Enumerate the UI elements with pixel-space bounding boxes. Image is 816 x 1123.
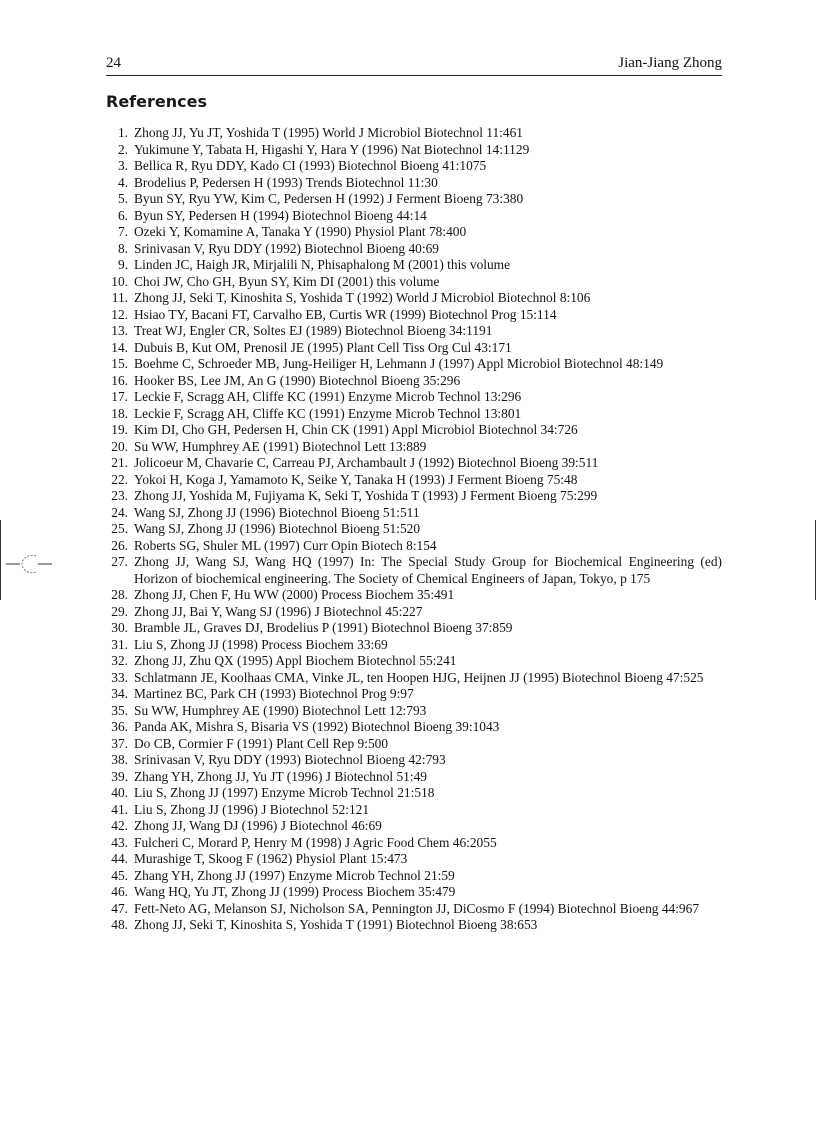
reference-text: Martinez BC, Park CH (1993) Biotechnol Prog 9:97 xyxy=(134,686,414,701)
reference-number: 37. xyxy=(111,735,128,751)
reference-item xyxy=(106,208,722,225)
reference-item xyxy=(106,587,722,604)
reference-item xyxy=(106,191,722,208)
reference-number: 1. xyxy=(117,125,128,140)
reference-text: Schlatmann JE, Koolhaas CMA, Vinke JL, ten Hoopen HJG, Heijnen JJ (1995) Biotechnol Bioeng 47:525 xyxy=(134,669,704,685)
reference-item xyxy=(106,521,722,538)
reference-text: Liu S, Zhong JJ (1998) Process Biochem 33:69 xyxy=(134,636,388,652)
running-head: Jian-Jiang Zhong xyxy=(618,55,722,71)
reference-item xyxy=(106,257,722,274)
reference-text: Do CB, Cormier F (1991) Plant Cell Rep 9:500 xyxy=(134,735,389,751)
reference-number: 42. xyxy=(111,818,128,833)
reference-text: Zhong JJ, Yoshida M, Fujiyama K, Seki T, Yoshida T (1993) J Ferment Bioeng 75:299 xyxy=(134,488,598,503)
reference-number: 8. xyxy=(117,240,128,256)
reference-item xyxy=(106,389,722,406)
reference-number: 43. xyxy=(111,834,128,850)
reference-text: Zhang YH, Zhong JJ, Yu JT (1996) J Biotechnol 51:49 xyxy=(134,768,427,784)
reference-item xyxy=(106,439,722,456)
reference-number: 30. xyxy=(111,620,128,635)
reference-text: Wang HQ, Yu JT, Zhong JJ (1999) Process Biochem 35:479 xyxy=(134,884,456,899)
reference-number: 15. xyxy=(111,356,128,371)
reference-item xyxy=(106,835,722,852)
reference-number: 25. xyxy=(111,521,128,536)
reference-number: 31. xyxy=(111,636,128,652)
reference-number: 18. xyxy=(111,405,128,421)
reference-text: Roberts SG, Shuler ML (1997) Curr Opin Biotech 8:154 xyxy=(134,537,437,553)
page-header xyxy=(106,55,722,76)
reference-number: 41. xyxy=(111,801,128,817)
reference-text: Treat WJ, Engler CR, Soltes EJ (1989) Biotechnol Bioeng 34:1191 xyxy=(134,323,493,338)
reference-text: Ozeki Y, Komamine A, Tanaka Y (1990) Physiol Plant 78:400 xyxy=(134,224,467,239)
reference-number: 19. xyxy=(111,422,128,437)
reference-number: 6. xyxy=(117,207,128,223)
reference-text: Zhong JJ, Wang SJ, Wang HQ (1997) In: The Special Study Group for Biochemical Engineering (ed) Horizon of biochemical engineering. The Society of Chemical Engineers of Japan, Tokyo, p 175 xyxy=(134,554,722,586)
reference-list xyxy=(106,125,722,934)
reference-item xyxy=(106,802,722,819)
reference-number: 24. xyxy=(111,504,128,520)
reference-item xyxy=(106,488,722,505)
reference-text: Kim DI, Cho GH, Pedersen H, Chin CK (1991) Appl Microbiol Biotechnol 34:726 xyxy=(134,422,578,437)
reference-item xyxy=(106,686,722,703)
reference-item xyxy=(106,670,722,687)
reference-item xyxy=(106,637,722,654)
reference-text: Jolicoeur M, Chavarie C, Carreau PJ, Archambault J (1992) Biotechnol Bioeng 39:511 xyxy=(134,455,599,470)
left-edge-mark xyxy=(0,520,1,600)
reference-number: 13. xyxy=(111,323,128,338)
reference-item xyxy=(106,884,722,901)
reference-number: 39. xyxy=(111,768,128,784)
reference-text: Leckie F, Scragg AH, Cliffe KC (1991) Enzyme Microb Technol 13:296 xyxy=(134,389,522,404)
reference-item xyxy=(106,653,722,670)
reference-item xyxy=(106,323,722,340)
reference-item xyxy=(106,158,722,175)
reference-item xyxy=(106,752,722,769)
reference-item xyxy=(106,307,722,324)
section-title: References xyxy=(106,92,207,111)
reference-item xyxy=(106,719,722,736)
reference-item xyxy=(106,901,722,918)
reference-number: 46. xyxy=(111,884,128,899)
reference-item xyxy=(106,125,722,142)
reference-text: Yokoi H, Koga J, Yamamoto K, Seike Y, Tanaka H (1993) J Ferment Bioeng 75:48 xyxy=(134,471,578,487)
reference-item xyxy=(106,785,722,802)
reference-item xyxy=(106,769,722,786)
reference-number: 36. xyxy=(111,719,128,734)
reference-text: Choi JW, Cho GH, Byun SY, Kim DI (2001) this volume xyxy=(134,273,440,289)
reference-text: Su WW, Humphrey AE (1990) Biotechnol Lett 12:793 xyxy=(134,702,427,718)
reference-text: Leckie F, Scragg AH, Cliffe KC (1991) Enzyme Microb Technol 13:801 xyxy=(134,405,522,421)
reference-text: Byun SY, Pedersen H (1994) Biotechnol Bioeng 44:14 xyxy=(134,207,427,223)
reference-text: Hooker BS, Lee JM, An G (1990) Biotechnol Bioeng 35:296 xyxy=(134,372,461,388)
reference-number: 12. xyxy=(111,306,128,322)
reference-item xyxy=(106,736,722,753)
reference-number: 38. xyxy=(111,752,128,767)
reference-item xyxy=(106,406,722,423)
reference-item xyxy=(106,620,722,637)
reference-text: Zhong JJ, Seki T, Kinoshita S, Yoshida T (1992) World J Microbiol Biotechnol 8:106 xyxy=(134,290,591,305)
reference-number: 20. xyxy=(111,438,128,454)
reference-number: 11. xyxy=(111,290,128,305)
reference-text: Zhong JJ, Seki T, Kinoshita S, Yoshida T (1991) Biotechnol Bioeng 38:653 xyxy=(134,917,538,932)
reference-item xyxy=(106,851,722,868)
header-rule xyxy=(106,75,722,76)
reference-item xyxy=(106,604,722,621)
reference-text: Zhong JJ, Bai Y, Wang SJ (1996) J Biotechnol 45:227 xyxy=(134,603,423,619)
reference-text: Bellica R, Ryu DDY, Kado CI (1993) Biotechnol Bioeng 41:1075 xyxy=(134,158,487,173)
page-number: 24 xyxy=(106,55,121,71)
reference-item xyxy=(106,554,722,587)
reference-item xyxy=(106,818,722,835)
reference-item xyxy=(106,142,722,159)
reference-number: 5. xyxy=(117,191,128,206)
reference-item xyxy=(106,472,722,489)
reference-number: 7. xyxy=(117,224,128,239)
reference-text: Panda AK, Mishra S, Bisaria VS (1992) Biotechnol Bioeng 39:1043 xyxy=(134,719,500,734)
reference-item xyxy=(106,868,722,885)
reference-number: 2. xyxy=(117,141,128,157)
reference-text: Su WW, Humphrey AE (1991) Biotechnol Lett 13:889 xyxy=(134,438,427,454)
reference-number: 34. xyxy=(111,686,128,701)
reference-number: 28. xyxy=(111,587,128,602)
reference-text: Boehme C, Schroeder MB, Jung-Heiliger H, Lehmann J (1997) Appl Microbiol Biotechnol 48:149 xyxy=(134,356,664,371)
reference-text: Fett-Neto AG, Melanson SJ, Nicholson SA, Pennington JJ, DiCosmo F (1994) Biotechnol Bioeng 44:967 xyxy=(134,900,700,916)
reference-text: Srinivasan V, Ryu DDY (1993) Biotechnol Bioeng 42:793 xyxy=(134,752,446,767)
reference-item xyxy=(106,703,722,720)
reference-number: 27. xyxy=(111,554,128,569)
reference-number: 47. xyxy=(111,900,128,916)
reference-text: Murashige T, Skoog F (1962) Physiol Plant 15:473 xyxy=(134,851,408,866)
reference-text: Hsiao TY, Bacani FT, Carvalho EB, Curtis WR (1999) Biotechnol Prog 15:114 xyxy=(134,306,557,322)
reference-number: 26. xyxy=(111,537,128,553)
reference-item xyxy=(106,455,722,472)
reference-number: 10. xyxy=(111,273,128,289)
reference-text: Liu S, Zhong JJ (1997) Enzyme Microb Technol 21:518 xyxy=(134,785,435,800)
reference-text: Zhong JJ, Yu JT, Yoshida T (1995) World J Microbiol Biotechnol 11:461 xyxy=(134,125,523,140)
reference-text: Wang SJ, Zhong JJ (1996) Biotechnol Bioeng 51:520 xyxy=(134,521,421,536)
reference-text: Zhong JJ, Chen F, Hu WW (2000) Process Biochem 35:491 xyxy=(134,587,455,602)
reference-text: Bramble JL, Graves DJ, Brodelius P (1991) Biotechnol Bioeng 37:859 xyxy=(134,620,513,635)
reference-number: 29. xyxy=(111,603,128,619)
reference-item xyxy=(106,175,722,192)
reference-number: 17. xyxy=(111,389,128,404)
reference-number: 35. xyxy=(111,702,128,718)
reference-number: 3. xyxy=(117,158,128,173)
reference-number: 23. xyxy=(111,488,128,503)
reference-number: 14. xyxy=(111,339,128,355)
reference-item xyxy=(106,340,722,357)
reference-text: Zhang YH, Zhong JJ (1997) Enzyme Microb Technol 21:59 xyxy=(134,867,455,883)
reference-text: Byun SY, Ryu YW, Kim C, Pedersen H (1992) J Ferment Bioeng 73:380 xyxy=(134,191,524,206)
reference-text: Zhong JJ, Wang DJ (1996) J Biotechnol 46:69 xyxy=(134,818,382,833)
reference-text: Linden JC, Haigh JR, Mirjalili N, Phisaphalong M (2001) this volume xyxy=(134,257,511,272)
reference-text: Yukimune Y, Tabata H, Higashi Y, Hara Y (1996) Nat Biotechnol 14:1129 xyxy=(134,141,530,157)
reference-item xyxy=(106,274,722,291)
reference-number: 40. xyxy=(111,785,128,800)
reference-number: 48. xyxy=(111,917,128,932)
reference-item xyxy=(106,505,722,522)
reference-text: Fulcheri C, Morard P, Henry M (1998) J Agric Food Chem 46:2055 xyxy=(134,834,497,850)
reference-item xyxy=(106,290,722,307)
reference-item xyxy=(106,373,722,390)
reference-item xyxy=(106,356,722,373)
reference-text: Zhong JJ, Zhu QX (1995) Appl Biochem Biotechnol 55:241 xyxy=(134,653,457,668)
reference-number: 16. xyxy=(111,372,128,388)
reference-item xyxy=(106,538,722,555)
reference-item xyxy=(106,422,722,439)
reference-number: 21. xyxy=(111,455,128,470)
reference-item xyxy=(106,917,722,934)
reference-number: 45. xyxy=(111,867,128,883)
reference-text: Brodelius P, Pedersen H (1993) Trends Biotechnol 11:30 xyxy=(134,174,438,190)
reference-number: 44. xyxy=(111,851,128,866)
reference-number: 22. xyxy=(111,471,128,487)
reference-number: 4. xyxy=(117,174,128,190)
reference-number: 32. xyxy=(111,653,128,668)
reference-item xyxy=(106,241,722,258)
reference-text: Srinivasan V, Ryu DDY (1992) Biotechnol Bioeng 40:69 xyxy=(134,240,439,256)
reference-number: 9. xyxy=(117,257,128,272)
reference-text: Wang SJ, Zhong JJ (1996) Biotechnol Bioeng 51:511 xyxy=(134,504,420,520)
reference-text: Liu S, Zhong JJ (1996) J Biotechnol 52:121 xyxy=(134,801,370,817)
reference-number: 33. xyxy=(111,669,128,685)
crop-mark-icon xyxy=(6,552,52,576)
reference-item xyxy=(106,224,722,241)
reference-text: Dubuis B, Kut OM, Prenosil JE (1995) Plant Cell Tiss Org Cul 43:171 xyxy=(134,339,512,355)
